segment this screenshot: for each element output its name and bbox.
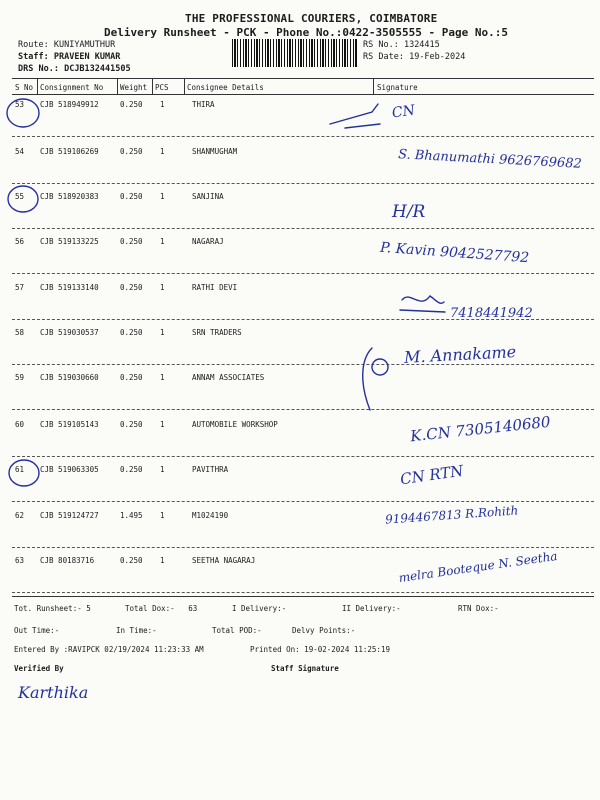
col-header-signature: Signature bbox=[377, 83, 418, 92]
col-header-weight: Weight bbox=[120, 83, 148, 92]
cell-pcs: 1 bbox=[160, 237, 165, 246]
cell-weight: 0.250 bbox=[120, 237, 143, 246]
verified-by: Verified By bbox=[14, 664, 64, 673]
cell-pcs: 1 bbox=[160, 420, 165, 429]
rs-no-value: 1324415 bbox=[403, 40, 440, 50]
cell-sno: 61 bbox=[15, 465, 25, 474]
signature-63: melra Booteque N. Seetha bbox=[397, 548, 559, 586]
signature-61: CN RTN bbox=[399, 461, 465, 489]
total-pod: Total POD:- bbox=[212, 626, 262, 635]
staff-value: PRAVEEN KUMAR bbox=[53, 52, 121, 62]
cell-weight: 0.250 bbox=[120, 420, 143, 429]
cell-pcs: 1 bbox=[160, 556, 165, 565]
signature-59: M. Annakame bbox=[403, 342, 517, 367]
bracket-stroke bbox=[363, 348, 372, 410]
cell-consignee: SHANMUGHAM bbox=[192, 147, 238, 156]
cell-sno: 60 bbox=[15, 420, 25, 429]
signature-54: S. Bhanumathi 9626769682 bbox=[397, 147, 583, 172]
staff-label: Staff: bbox=[18, 52, 49, 62]
total-dox-label: Total Dox:- bbox=[125, 604, 175, 613]
cell-consignment: CJB 518949912 bbox=[40, 100, 99, 109]
cell-pcs: 1 bbox=[160, 192, 165, 201]
cell-sno: 56 bbox=[15, 237, 25, 246]
cell-consignee: AUTOMOBILE WORKSHOP bbox=[192, 420, 278, 429]
cell-consignment: CJB 519106269 bbox=[40, 147, 99, 156]
cell-consignee: PAVITHRA bbox=[192, 465, 229, 474]
cell-weight: 0.250 bbox=[120, 556, 143, 565]
signature-62: 9194467813 R.Rohith bbox=[384, 503, 519, 527]
in-time: In Time:- bbox=[116, 626, 157, 635]
cell-consignee: SEETHA NAGARAJ bbox=[192, 556, 256, 565]
cell-consignee: RATHI DEVI bbox=[192, 283, 238, 292]
cell-consignment: CJB 519133140 bbox=[40, 283, 99, 292]
cell-consignee: M1024190 bbox=[192, 511, 229, 520]
squiggle-stroke bbox=[402, 296, 444, 303]
footer-rule bbox=[12, 596, 594, 597]
signature-57: 7418441942 bbox=[450, 306, 533, 321]
cell-pcs: 1 bbox=[160, 283, 165, 292]
cell-weight: 1.495 bbox=[120, 511, 143, 520]
rtn-dox: RTN Dox:- bbox=[458, 604, 499, 613]
cell-consignee: NAGARAJ bbox=[192, 237, 224, 246]
col-header-consignee: Consignee Details bbox=[187, 83, 264, 92]
cell-consignment: CJB 519124727 bbox=[40, 511, 99, 520]
cell-pcs: 1 bbox=[160, 511, 165, 520]
rs-no-label: RS No.: bbox=[363, 40, 399, 50]
cell-consignment: CJB 519105143 bbox=[40, 420, 99, 429]
cell-pcs: 1 bbox=[160, 100, 165, 109]
company-title: THE PROFESSIONAL COURIERS, COIMBATORE bbox=[185, 12, 438, 25]
cell-pcs: 1 bbox=[160, 373, 165, 382]
cell-weight: 0.250 bbox=[120, 465, 143, 474]
circle-mark bbox=[372, 359, 388, 375]
tick-stroke bbox=[330, 104, 378, 124]
cell-sno: 57 bbox=[15, 283, 25, 292]
drs-value: DCJB132441505 bbox=[64, 64, 131, 74]
signature-53: CN bbox=[390, 102, 416, 122]
route-value: KUNIYAMUTHUR bbox=[53, 40, 116, 50]
cell-sno: 62 bbox=[15, 511, 25, 520]
cell-consignment: CJB 518920383 bbox=[40, 192, 99, 201]
col-header-sno: S No bbox=[15, 83, 34, 92]
circle-mark bbox=[8, 186, 38, 212]
rs-date-label: RS Date: bbox=[363, 52, 404, 62]
runsheet-subtitle: Delivery Runsheet - PCK - Phone No.:0422-3505555 - Page No.:5 bbox=[104, 26, 508, 39]
drs-label: DRS No.: bbox=[18, 64, 59, 74]
cell-consignment: CJB 519133225 bbox=[40, 237, 99, 246]
circle-mark bbox=[7, 99, 39, 127]
entered-by: Entered By :RAVIPCK 02/19/2024 11:23:33 AM bbox=[14, 645, 204, 654]
ii-delivery: II Delivery:- bbox=[342, 604, 401, 613]
cell-weight: 0.250 bbox=[120, 373, 143, 382]
cell-consignee: ANNAM ASSOCIATES bbox=[192, 373, 265, 382]
cell-sno: 58 bbox=[15, 328, 25, 337]
cell-pcs: 1 bbox=[160, 465, 165, 474]
circle-mark bbox=[9, 460, 39, 486]
cell-sno: 54 bbox=[15, 147, 25, 156]
cell-consignee: SRN TRADERS bbox=[192, 328, 242, 337]
delvy-points: Delvy Points:- bbox=[292, 626, 356, 635]
cell-pcs: 1 bbox=[160, 328, 165, 337]
printed-on: Printed On: 19-02-2024 11:25:19 bbox=[250, 645, 390, 654]
cell-weight: 0.250 bbox=[120, 192, 143, 201]
signature-55: H/R bbox=[392, 202, 426, 222]
cell-weight: 0.250 bbox=[120, 147, 143, 156]
total-dox-value: 63 bbox=[188, 604, 198, 613]
cell-weight: 0.250 bbox=[120, 100, 143, 109]
total-dox bbox=[125, 604, 197, 613]
cell-sno: 55 bbox=[15, 192, 25, 201]
cell-sno: 63 bbox=[15, 556, 25, 565]
signature-60: K.CN 7305140680 bbox=[409, 412, 552, 446]
tot-runsheet: Tot. Runsheet:- 5 bbox=[14, 604, 91, 613]
verifier-signature: Karthika bbox=[18, 683, 89, 702]
cell-consignment: CJB 519063305 bbox=[40, 465, 99, 474]
col-header-consignment: Consignment No bbox=[40, 83, 104, 92]
cell-sno: 59 bbox=[15, 373, 25, 382]
cell-consignee: THIRA bbox=[192, 100, 215, 109]
cell-consignee: SANJINA bbox=[192, 192, 224, 201]
cell-weight: 0.250 bbox=[120, 283, 143, 292]
staff-signature-label: Staff Signature bbox=[271, 664, 339, 673]
i-delivery: I Delivery:- bbox=[232, 604, 287, 613]
tick-stroke bbox=[345, 124, 380, 128]
signature-56: P. Kavin 9042527792 bbox=[379, 239, 530, 267]
cell-consignment: CJB 519030537 bbox=[40, 328, 99, 337]
cell-consignment: CJB 519030660 bbox=[40, 373, 99, 382]
col-header-pcs: PCS bbox=[155, 83, 169, 92]
route-label: Route: bbox=[18, 40, 49, 50]
rs-date-value: 19-Feb-2024 bbox=[409, 52, 466, 62]
underline-stroke bbox=[400, 310, 445, 312]
cell-pcs: 1 bbox=[160, 147, 165, 156]
cell-consignment: CJB 80183716 bbox=[40, 556, 95, 565]
cell-sno: 53 bbox=[15, 100, 25, 109]
out-time: Out Time:- bbox=[14, 626, 60, 635]
cell-weight: 0.250 bbox=[120, 328, 143, 337]
